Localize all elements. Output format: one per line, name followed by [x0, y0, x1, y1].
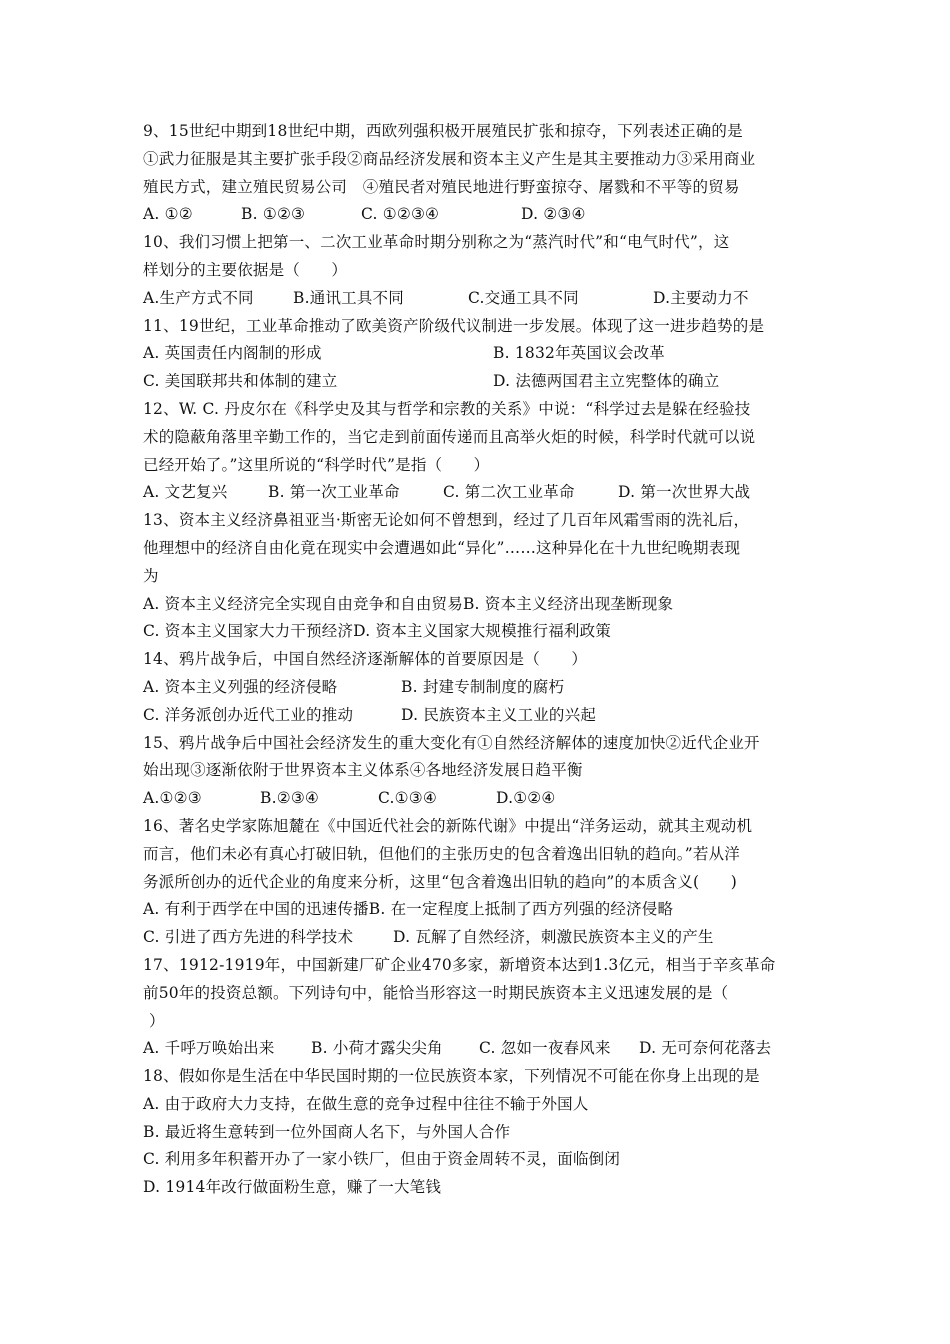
question-16-option-c: C. 引进了西方先进的科学技术 — [143, 928, 354, 947]
question-17-options — [143, 1035, 815, 1063]
question-17-stem-line-3: ） — [149, 1011, 165, 1030]
question-11-options-row-1 — [143, 340, 815, 368]
question-17-stem-line-1: 17、1912-1919年，中国新建厂矿企业470多家，新增资本达到1.3亿元，相当于辛亥革命 — [143, 955, 776, 974]
question-10-options — [143, 285, 815, 313]
question-12-option-a: A. 文艺复兴 — [143, 483, 228, 502]
question-16-stem-line-1: 16、著名史学家陈旭麓在《中国近代社会的新陈代谢》中提出“洋务运动，就其主观动机 — [143, 816, 753, 835]
question-list — [143, 118, 815, 1202]
question-14-option-b: B. 封建专制制度的腐朽 — [401, 677, 565, 696]
question-17-option-c: C. 忽如一夜春风来 — [479, 1039, 611, 1058]
question-16-stem-line-2: 而言，他们未必有真心打破旧轨，但他们的主张历史的包含着逸出旧轨的趋向。”若从洋 — [143, 844, 740, 863]
question-15-stem-line-1: 15、鸦片战争后中国社会经济发生的重大变化有①自然经济解体的速度加快②近代企业开 — [143, 733, 760, 752]
question-13-option-d: D. 资本主义国家大规模推行福利政策 — [353, 622, 612, 641]
question-9-option-c: C. ①②③④ — [361, 205, 440, 224]
question-10-option-a: A.生产方式不同 — [143, 288, 254, 307]
question-14-option-d: D. 民族资本主义工业的兴起 — [401, 705, 597, 724]
question-9-stem-line-1: 9、15世纪中期到18世纪中期，西欧列强积极开展殖民扩张和掠夺，下列表述正确的是 — [143, 122, 743, 140]
question-12-option-c: C. 第二次工业革命 — [443, 483, 575, 502]
question-11-options-row-2 — [143, 368, 815, 396]
question-14-options-row-2 — [143, 702, 815, 730]
question-14-option-a: A. 资本主义列强的经济侵略 — [143, 677, 338, 696]
question-13-option-b: B. 资本主义经济出现垄断现象 — [462, 594, 674, 613]
question-13-stem-line-3: 为 — [143, 566, 159, 585]
question-16-option-b: B. 在一定程度上抵制了西方列强的经济侵略 — [368, 900, 674, 919]
question-12-option-d: D. 第一次世界大战 — [618, 483, 751, 502]
question-9-option-b: B. ①②③ — [241, 205, 306, 224]
question-13-stem-line-1: 13、资本主义经济鼻祖亚当·斯密无论如何不曾想到，经过了几百年风霜雪雨的洗礼后， — [143, 511, 750, 530]
question-16-options-row-1 — [143, 896, 815, 924]
question-15-options — [143, 785, 815, 813]
question-11-option-c: C. 美国联邦共和体制的建立 — [143, 372, 338, 391]
question-15-option-d: D.①②④ — [496, 789, 556, 808]
question-15-stem-line-2: 始出现③逐渐依附于世界资本主义体系④各地经济发展日趋平衡 — [143, 761, 583, 780]
question-10-option-b: B.通讯工具不同 — [293, 288, 404, 307]
question-17-option-b: B. 小荷才露尖尖角 — [311, 1039, 443, 1058]
question-16-option-d: D. 瓦解了自然经济，刺激民族资本主义的产生 — [393, 928, 714, 947]
question-12-stem-line-2: 术的隐蔽角落里辛勤工作的，当它走到前面传递而且高举火炬的时候，科学时代就可以说 — [143, 427, 756, 446]
question-11-option-a: A. 英国责任内阁制的形成 — [143, 344, 322, 363]
question-18-stem-line-1: 18、假如你是生活在中华民国时期的一位民族资本家，下列情况不可能在你身上出现的是 — [143, 1067, 760, 1086]
question-11-option-b: B. 1832年英国议会改革 — [493, 344, 665, 363]
question-13-option-c: C. 资本主义国家大力干预经济 — [143, 622, 354, 641]
question-13-option-a: A. 资本主义经济完全实现自由竞争和自由贸易 — [143, 594, 463, 613]
question-9-options — [143, 201, 815, 229]
question-9-stem-line-3: 殖民方式，建立殖民贸易公司 ④殖民者对殖民地进行野蛮掠夺、屠戮和不平等的贸易 — [143, 177, 740, 196]
question-9-option-a: A. ①② — [143, 205, 193, 224]
question-12-option-b: B. 第一次工业革命 — [268, 483, 400, 502]
question-11-stem-line-1: 11、19世纪，工业革命推动了欧美资产阶级代议制进一步发展。体现了这一进步趋势的是 — [143, 316, 765, 335]
question-10-option-d: D.主要动力不 — [653, 288, 749, 307]
question-13-options-row-2 — [143, 618, 815, 646]
question-15-option-a: A.①②③ — [143, 789, 202, 808]
question-13-options-row-1 — [143, 591, 815, 619]
question-12-options — [143, 479, 815, 507]
question-10-stem-line-2: 样划分的主要依据是（ ） — [143, 260, 348, 279]
question-9-stem-line-2: ①武力征服是其主要扩张手段②商品经济发展和资本主义产生是其主要推动力③采用商业 — [143, 149, 756, 168]
question-9-option-d: D. ②③④ — [521, 205, 586, 224]
question-15-option-c: C.①③④ — [378, 789, 437, 808]
question-17-option-a: A. 千呼万唤始出来 — [143, 1039, 275, 1058]
question-16-options-row-2 — [143, 924, 815, 952]
question-16-option-a: A. 有利于西学在中国的迅速传播 — [143, 900, 369, 919]
question-11-option-d: D. 法德两国君主立宪整体的确立 — [493, 372, 720, 391]
question-17-option-d: D. 无可奈何花落去 — [639, 1039, 772, 1058]
question-18-option-b: B. 最近将生意转到一位外国商人名下，与外国人合作 — [143, 1122, 511, 1141]
question-14-options-row-1 — [143, 674, 815, 702]
question-18-option-a: A. 由于政府大力支持，在做生意的竞争过程中往往不输于外国人 — [143, 1094, 589, 1113]
question-12-stem-line-1: 12、W. C. 丹皮尔在《科学史及其与哲学和宗教的关系》中说：“科学过去是躲在经验技 — [143, 399, 751, 418]
question-15-option-b: B.②③④ — [260, 789, 320, 808]
question-12-stem-line-3: 已经开始了。”这里所说的“科学时代”是指（ ） — [143, 455, 490, 474]
question-13-stem-line-2: 他理想中的经济自由化竟在现实中会遭遇如此“异化”……这种异化在十九世纪晚期表现 — [143, 538, 741, 557]
question-14-stem-line-1: 14、鸦片战争后，中国自然经济逐渐解体的首要原因是（ ） — [143, 650, 588, 669]
question-18-option-d: D. 1914年改行做面粉生意，赚了一大笔钱 — [143, 1178, 442, 1197]
question-10-option-c: C.交通工具不同 — [468, 288, 579, 307]
question-10-stem-line-1: 10、我们习惯上把第一、二次工业革命时期分别称之为“蒸汽时代”和“电气时代”，这 — [143, 233, 730, 252]
question-14-option-c: C. 洋务派创办近代工业的推动 — [143, 705, 354, 724]
question-18-option-c: C. 利用多年积蓄开办了一家小铁厂，但由于资金周转不灵，面临倒闭 — [143, 1150, 621, 1169]
question-16-stem-line-3: 务派所创办的近代企业的角度来分析，这里“包含着逸出旧轨的趋向”的本质含义( ) — [143, 872, 737, 891]
question-17-stem-line-2: 前50年的投资总额。下列诗句中，能恰当形容这一时期民族资本主义迅速发展的是（ — [143, 983, 729, 1002]
